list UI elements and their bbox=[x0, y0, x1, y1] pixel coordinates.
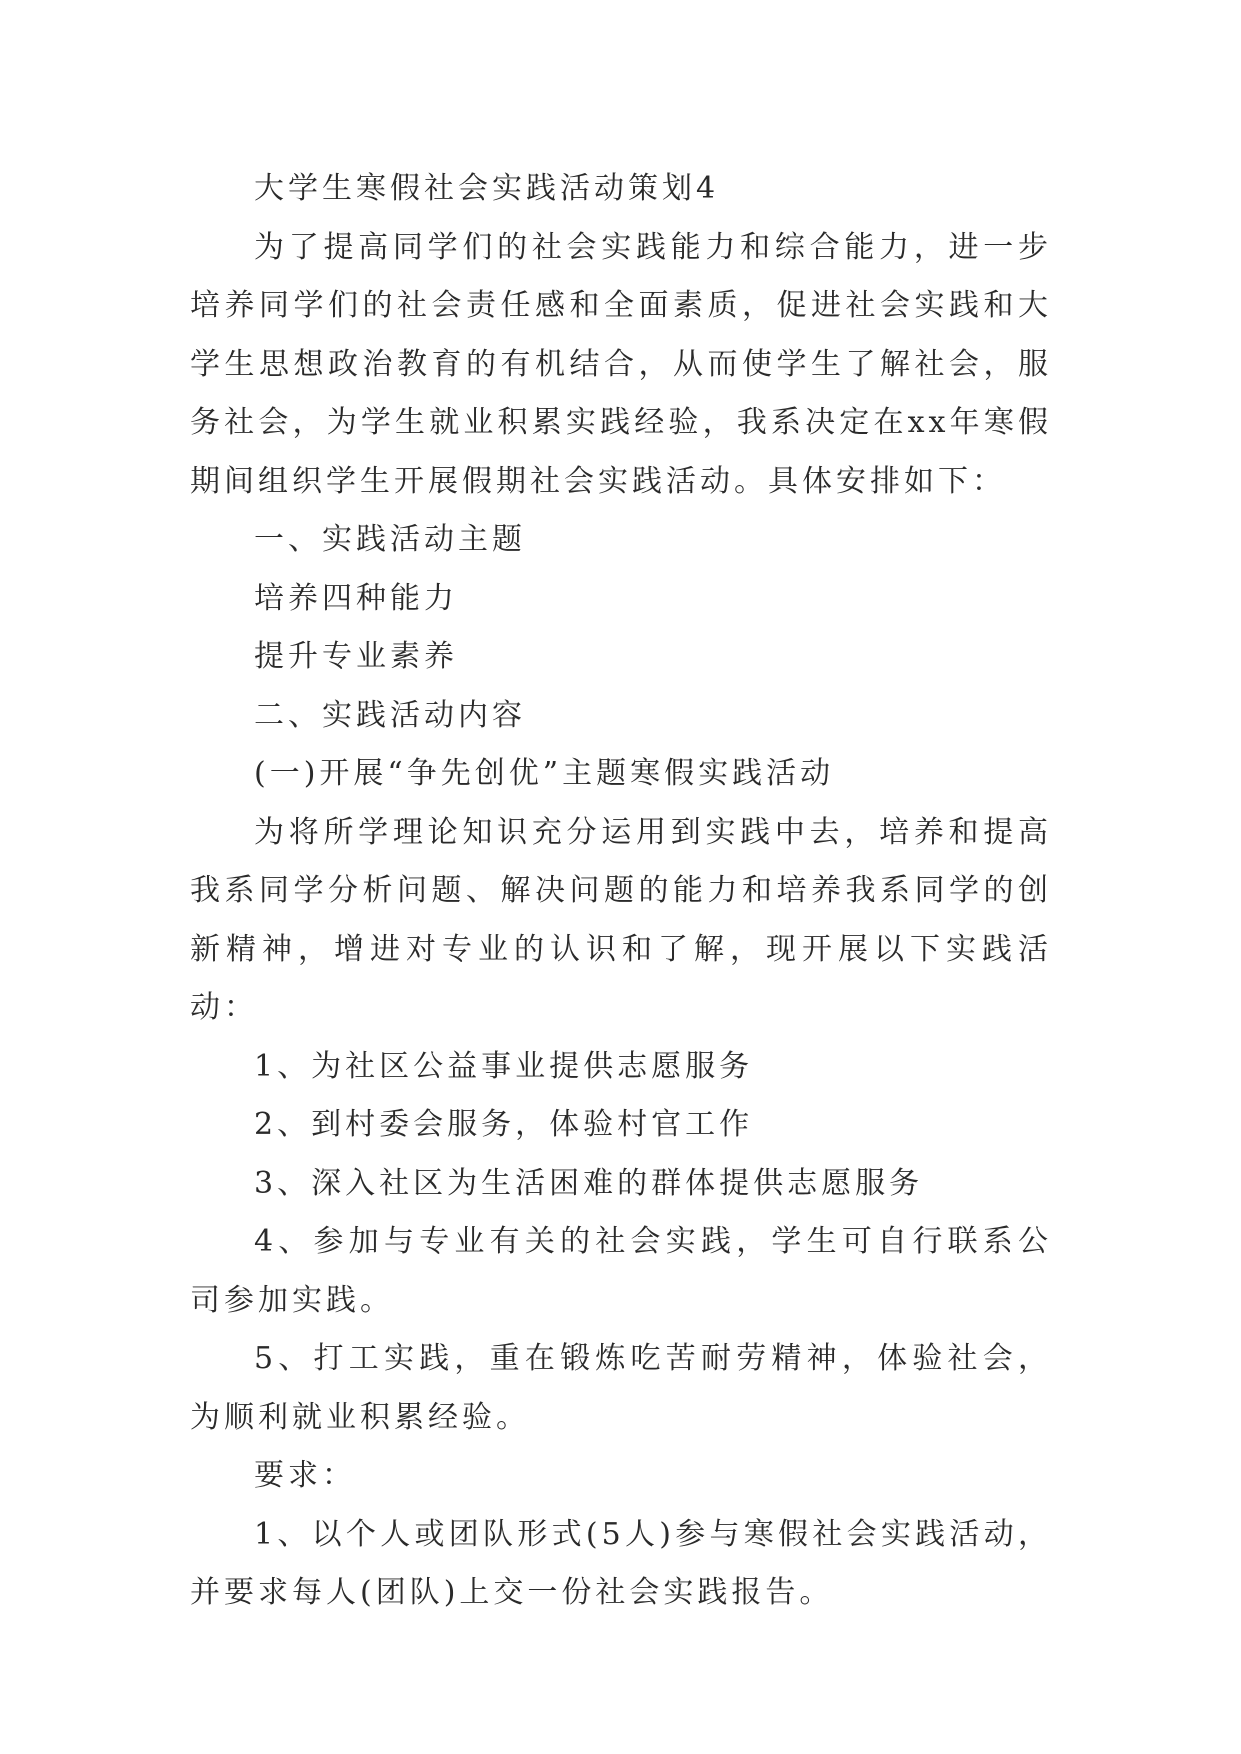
theme-item-2: 提升专业素养 bbox=[254, 639, 458, 674]
requirements-heading: 要求： bbox=[254, 1458, 356, 1493]
purpose-paragraph: 为将所学理论知识充分运用到实践中去，培养和提高我系同学分析问题、解决问题的能力和培养我系同学的创新精神，增进对专业的认识和了解，现开展以下实践活动： bbox=[190, 814, 1052, 1025]
document-body bbox=[190, 160, 1052, 1623]
activity-item-3: 3、深入社区为生活困难的群体提供志愿服务 bbox=[254, 1165, 924, 1201]
section-heading-content: 二、实践活动内容 bbox=[254, 697, 526, 733]
activity-item-1: 1、为社区公益事业提供志愿服务 bbox=[254, 1048, 754, 1084]
document-title: 大学生寒假社会实践活动策划4 bbox=[254, 171, 720, 206]
requirement-item-1: 1、以个人或团队形式(5人)参与寒假社会实践活动，并要求每人(团队)上交一份社会实践报告。 bbox=[190, 1516, 1052, 1610]
activity-item-5: 5、打工实践，重在锻炼吃苦耐劳精神，体验社会，为顺利就业积累经验。 bbox=[190, 1341, 1052, 1435]
intro-paragraph: 为了提高同学们的社会实践能力和综合能力，进一步培养同学们的社会责任感和全面素质，促进社会实践和大学生思想政治教育的有机结合，从而使学生了解社会，服务社会，为学生就业积累实践经验，我系决定在xx年寒假期间组织学生开展假期社会实践活动。具体安排如下： bbox=[190, 229, 1052, 499]
subsection-heading: (一)开展“争先创优”主题寒假实践活动 bbox=[254, 756, 835, 791]
theme-item-1: 培养四种能力 bbox=[254, 580, 458, 616]
section-heading-theme: 一、实践活动主题 bbox=[254, 522, 526, 557]
activity-item-2: 2、到村委会服务，体验村官工作 bbox=[254, 1107, 754, 1142]
activity-item-4: 4、参加与专业有关的社会实践，学生可自行联系公司参加实践。 bbox=[190, 1224, 1052, 1318]
